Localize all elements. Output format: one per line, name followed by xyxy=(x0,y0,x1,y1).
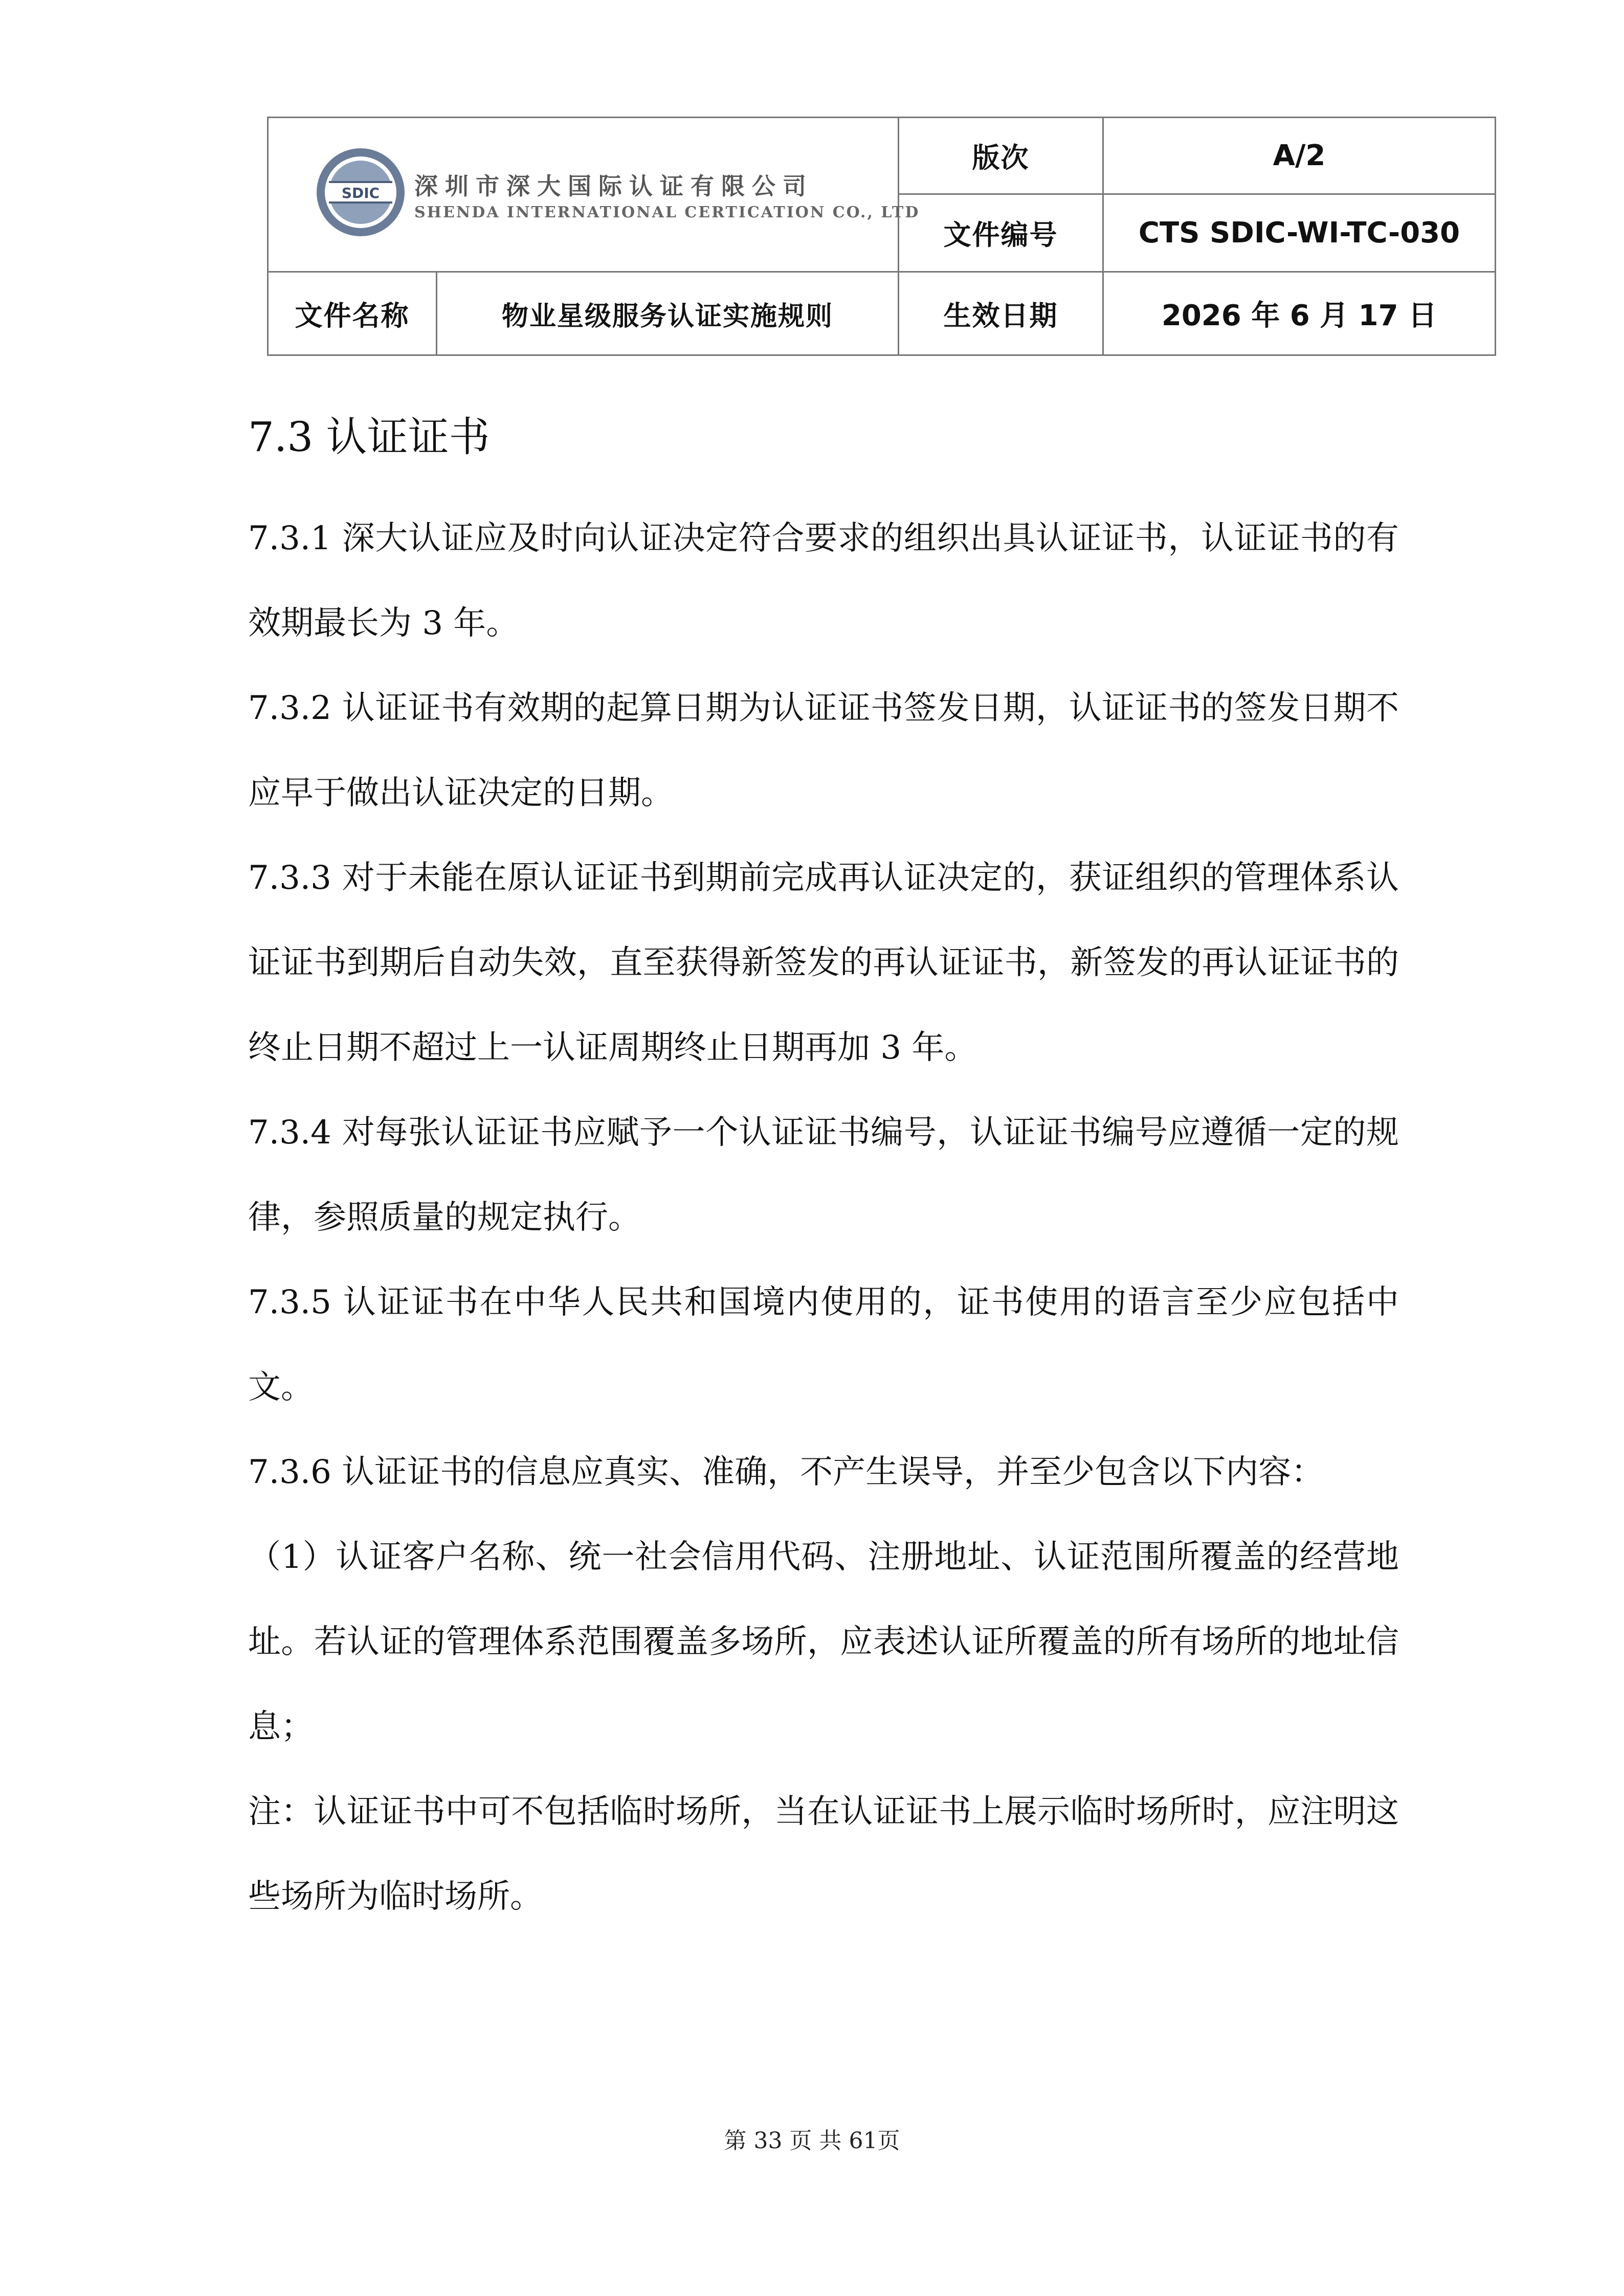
docno-label: 文件编号 xyxy=(899,194,1103,272)
page-number: 第 33 页 共 61页 xyxy=(724,2128,900,2154)
document-body xyxy=(248,378,1399,1939)
company-seal-icon xyxy=(315,146,407,238)
section-heading: 7.3 认证证书 xyxy=(248,413,490,461)
effective-date-label: 生效日期 xyxy=(899,272,1103,355)
list-item-1: （1）认证客户名称、统一社会信用代码、注册地址、认证范围所覆盖的经营地址。若认证的管理体系范围覆盖多场所，应表述认证所覆盖的所有场所的地址信息； xyxy=(248,1538,1399,1746)
company-name-cn: 深圳市深大国际认证有限公司 xyxy=(414,172,813,200)
paragraph-7-3-5: 7.3.5 认证证书在中华人民共和国境内使用的，证书使用的语言至少应包括中文。 xyxy=(248,1284,1399,1406)
docname-label: 文件名称 xyxy=(268,272,437,355)
company-logo-cell xyxy=(268,118,920,272)
paragraph-7-3-1: 7.3.1 深大认证应及时向认证决定符合要求的组织出具认证证书，认证证书的有效期最长为 3 年。 xyxy=(248,520,1399,642)
docname-value: 物业星级服务认证实施规则 xyxy=(437,272,899,355)
company-logo xyxy=(315,146,1031,249)
paragraph-7-3-2: 7.3.2 认证证书有效期的起算日期为认证证书签发日期，认证证书的签发日期不应早于做出认证决定的日期。 xyxy=(248,689,1399,812)
version-value: A/2 xyxy=(1103,118,1496,194)
paragraph-7-3-3: 7.3.3 对于未能在原认证证书到期前完成再认证决定的，获证组织的管理体系认证证书到期后自动失效，直至获得新签发的再认证证书，新签发的再认证证书的终止日期不超过上一认证周期终止日期再加 3 年。 xyxy=(248,859,1399,1067)
note-paragraph: 注：认证证书中可不包括临时场所，当在认证证书上展示临时场所时，应注明这些场所为临时场所。 xyxy=(248,1793,1399,1916)
paragraph-7-3-4: 7.3.4 对每张认证证书应赋予一个认证证书编号，认证证书编号应遵循一定的规律，参照质量的规定执行。 xyxy=(248,1114,1399,1236)
version-label: 版次 xyxy=(899,118,1103,194)
seal-text: SDIC xyxy=(341,185,380,201)
docno-value: CTS SDIC-WI-TC-030 xyxy=(1103,194,1496,272)
document-header-table xyxy=(267,117,1496,356)
effective-date-value: 2026 年 6 月 17 日 xyxy=(1103,272,1496,355)
paragraph-7-3-6: 7.3.6 认证证书的信息应真实、准确，不产生误导，并至少包含以下内容： xyxy=(248,1453,1324,1491)
company-name-en: SHENDA INTERNATIONAL CERTICATION CO., LTD xyxy=(414,204,920,221)
